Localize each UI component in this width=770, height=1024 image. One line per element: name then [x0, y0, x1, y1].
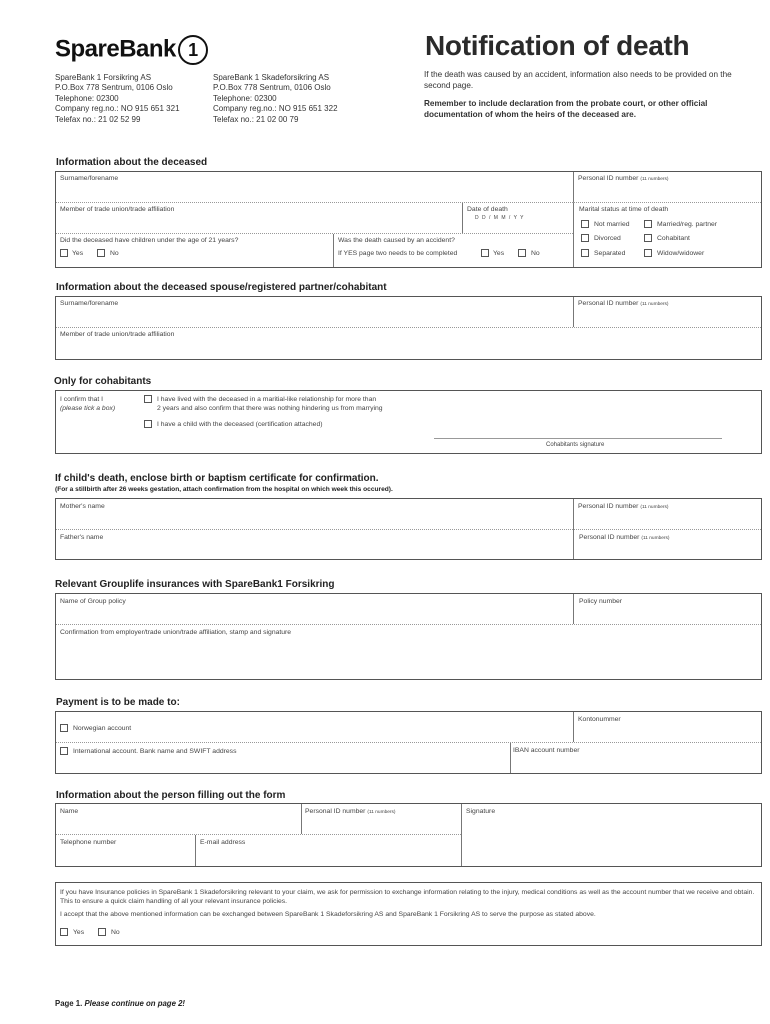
divider	[461, 804, 462, 866]
spouse-heading: Information about the deceased spouse/registered partner/cohabitant	[56, 282, 387, 293]
page-title: Notification of death	[425, 30, 690, 61]
sparebank-logo	[55, 35, 208, 65]
consent-no-checkbox[interactable]	[98, 928, 106, 936]
cohab-option1-line1: I have lived with the deceased in a maritial-like relationship for more than	[157, 396, 377, 403]
accident-question: Was the death caused by an accident?	[338, 237, 455, 244]
consent-box	[55, 882, 762, 946]
intro-bold-text: Remember to include declaration from the probate court, or other official documentation of whom the heirs of the deceased are.	[424, 99, 708, 119]
divider	[333, 234, 334, 267]
page-number: Page 1.	[55, 999, 83, 1008]
iban-field[interactable]: IBAN account number	[513, 747, 580, 754]
pid-label: Personal ID number	[305, 808, 366, 815]
company1-fax: Telefax no.: 21 02 52 99	[55, 114, 141, 124]
marital-checkbox[interactable]	[581, 234, 589, 242]
divider	[573, 202, 761, 203]
divider	[573, 172, 574, 267]
child-subheading: (For a stillbirth after 26 weeks gestation, attach confirmation from the hospital on which week this occured).	[55, 486, 393, 493]
accident-no-label: No	[531, 250, 540, 257]
pid-label: Personal ID number	[578, 503, 639, 510]
mother-name-field[interactable]: Mother's name	[60, 503, 105, 510]
consent-no-label: No	[111, 929, 120, 936]
marital-checkbox[interactable]	[581, 249, 589, 257]
accident-yes-label: Yes	[493, 250, 505, 257]
company2-reg: Company reg.no.: NO 915 651 322	[213, 104, 338, 114]
accident-yes-checkbox[interactable]	[481, 249, 489, 257]
policy-number-field[interactable]: Policy number	[579, 598, 623, 605]
payment-box	[55, 711, 762, 774]
deceased-box	[55, 171, 762, 268]
accident-note: If YES page two needs to be completed	[338, 250, 458, 257]
marital-option: Not married	[594, 221, 630, 228]
company2-telephone: Telephone: 02300	[213, 93, 277, 103]
marital-checkbox[interactable]	[644, 220, 652, 228]
divider	[573, 297, 574, 327]
spouse-surname-field[interactable]: Surname/forename	[60, 300, 119, 307]
child-heading: If child's death, enclose birth or baptism certificate for confirmation.	[55, 473, 379, 484]
pid-note: (11 numbers)	[641, 536, 670, 541]
logo-mark: 1	[178, 35, 208, 65]
marital-option: Married/reg. partner	[657, 221, 718, 228]
date-format: D D / M M / Y Y	[475, 215, 525, 221]
page-footer	[55, 999, 185, 1008]
father-pid-field[interactable]	[579, 534, 670, 543]
mother-pid-field[interactable]	[578, 503, 669, 512]
surname-field[interactable]: Surname/forename	[60, 175, 119, 182]
divider	[510, 743, 511, 773]
filler-pid-field[interactable]	[305, 808, 396, 817]
divider	[195, 835, 196, 866]
consent-text: If you have Insurance policies in SpareBank 1 Skadeforsikring relevant to your claim, we ask for permission to exchange information relating to the injury, medical conditions as well as the account number that we receive and obtain. This to ensure a quick claim handling of all your relevant insurance policies.	[60, 889, 755, 905]
employer-confirmation-field[interactable]: Confirmation from employer/trade union/trade affiliation, stamp and signature	[60, 629, 292, 636]
filler-name-field[interactable]: Name	[60, 808, 79, 815]
marital-checkbox[interactable]	[644, 249, 652, 257]
divider	[56, 202, 573, 203]
intro-text: If the death was caused by an accident, information also needs to be provided on the second page.	[424, 70, 732, 90]
international-account-label: International account. Bank name and SWIFT address	[73, 748, 237, 755]
pid-note: (11 numbers)	[640, 505, 669, 510]
cohab-confirm-note: (please tick a box)	[60, 405, 116, 412]
pid-label: Personal ID number	[578, 175, 639, 182]
company1-postal: P.O.Box 778 Sentrum, 0106 Oslo	[55, 83, 173, 93]
filler-heading: Information about the person filling out the form	[56, 790, 286, 801]
marital-label: Marital status at time of death	[579, 206, 669, 213]
divider	[56, 529, 761, 530]
cohab-confirm: I confirm that I	[60, 396, 104, 403]
kontonummer-field[interactable]: Kontonummer	[578, 716, 621, 723]
marital-option: Widow/widower	[657, 250, 705, 257]
norwegian-account-label: Norwegian account	[73, 725, 132, 732]
father-name-field[interactable]: Father's name	[60, 534, 104, 541]
filler-email-field[interactable]: E-mail address	[200, 839, 246, 846]
marital-option: Cohabitant	[657, 235, 690, 242]
divider	[462, 203, 463, 233]
divider	[573, 594, 574, 624]
children-no-label: No	[110, 250, 119, 257]
filler-telephone-field[interactable]: Telephone number	[60, 839, 117, 846]
company1-telephone: Telephone: 02300	[55, 93, 119, 103]
pid-note: (11 numbers)	[367, 810, 396, 815]
logo-text: SpareBank	[55, 35, 176, 63]
marital-option: Separated	[594, 250, 626, 257]
company1-reg: Company reg.no.: NO 915 651 321	[55, 104, 180, 114]
payment-heading: Payment is to be made to:	[56, 697, 180, 708]
children-question: Did the deceased have children under the age of 21 years?	[60, 237, 239, 244]
consent-yes-checkbox[interactable]	[60, 928, 68, 936]
cohab-option2: I have a child with the deceased (certification attached)	[157, 421, 323, 428]
norwegian-account-checkbox[interactable]	[60, 724, 68, 732]
divider	[56, 834, 461, 835]
child-box	[55, 498, 762, 560]
cohab-signature-label: Cohabitants signature	[546, 442, 605, 448]
deceased-heading: Information about the deceased	[56, 157, 208, 168]
grouplife-heading: Relevant Grouplife insurances with SpareBank1 Forsikring	[55, 579, 335, 590]
filler-box	[55, 803, 762, 867]
consent-accept-text: I accept that the above mentioned information can be exchanged between SpareBank 1 Skadeforsikring AS and SpareBank 1 Forsikring AS to serve the purpose as stated above.	[60, 911, 596, 918]
cohab-option1-checkbox[interactable]	[144, 395, 152, 403]
spouse-union-field[interactable]: Member of trade union/trade affiliation	[60, 331, 175, 338]
children-yes-label: Yes	[72, 250, 84, 257]
company2-postal: P.O.Box 778 Sentrum, 0106 Oslo	[213, 83, 331, 93]
marital-option: Divorced	[594, 235, 621, 242]
company1-name: SpareBank 1 Forsikring AS	[55, 73, 152, 82]
divider	[56, 624, 761, 625]
marital-checkbox[interactable]	[644, 234, 652, 242]
company2-name: SpareBank 1 Skadeforsikring AS	[213, 73, 330, 82]
company2-address	[213, 73, 338, 125]
continue-note: Please continue on page 2!	[84, 999, 186, 1008]
company2-fax: Telefax no.: 21 02 00 79	[213, 114, 299, 124]
pid-note: (11 numbers)	[640, 177, 669, 182]
spouse-pid-field[interactable]	[578, 300, 669, 309]
divider	[56, 742, 761, 743]
cohab-heading: Only for cohabitants	[54, 376, 152, 387]
union-field[interactable]: Member of trade union/trade affiliation	[60, 206, 175, 213]
filler-signature-field[interactable]: Signature	[466, 808, 496, 815]
divider	[573, 712, 574, 742]
cohab-option1-line2: 2 years and also confirm that there was nothing hindering us from marrying	[157, 405, 383, 412]
divider	[56, 327, 761, 328]
divider	[301, 804, 302, 834]
cohab-signature-line[interactable]	[434, 438, 722, 439]
pid-field[interactable]	[578, 175, 669, 184]
divider	[56, 233, 573, 234]
pid-note: (11 numbers)	[640, 302, 669, 307]
company1-address	[55, 73, 180, 125]
accident-no-checkbox[interactable]	[518, 249, 526, 257]
pid-label: Personal ID number	[579, 534, 640, 541]
cohab-option2-checkbox[interactable]	[144, 420, 152, 428]
children-yes-checkbox[interactable]	[60, 249, 68, 257]
children-no-checkbox[interactable]	[97, 249, 105, 257]
date-of-death-field[interactable]: Date of death	[467, 206, 508, 213]
pid-label: Personal ID number	[578, 300, 639, 307]
spouse-box	[55, 296, 762, 360]
cohab-box	[55, 390, 762, 454]
grouplife-box	[55, 593, 762, 680]
group-policy-name-field[interactable]: Name of Group policy	[60, 598, 126, 605]
international-account-checkbox[interactable]	[60, 747, 68, 755]
marital-checkbox[interactable]	[581, 220, 589, 228]
consent-yes-label: Yes	[73, 929, 85, 936]
